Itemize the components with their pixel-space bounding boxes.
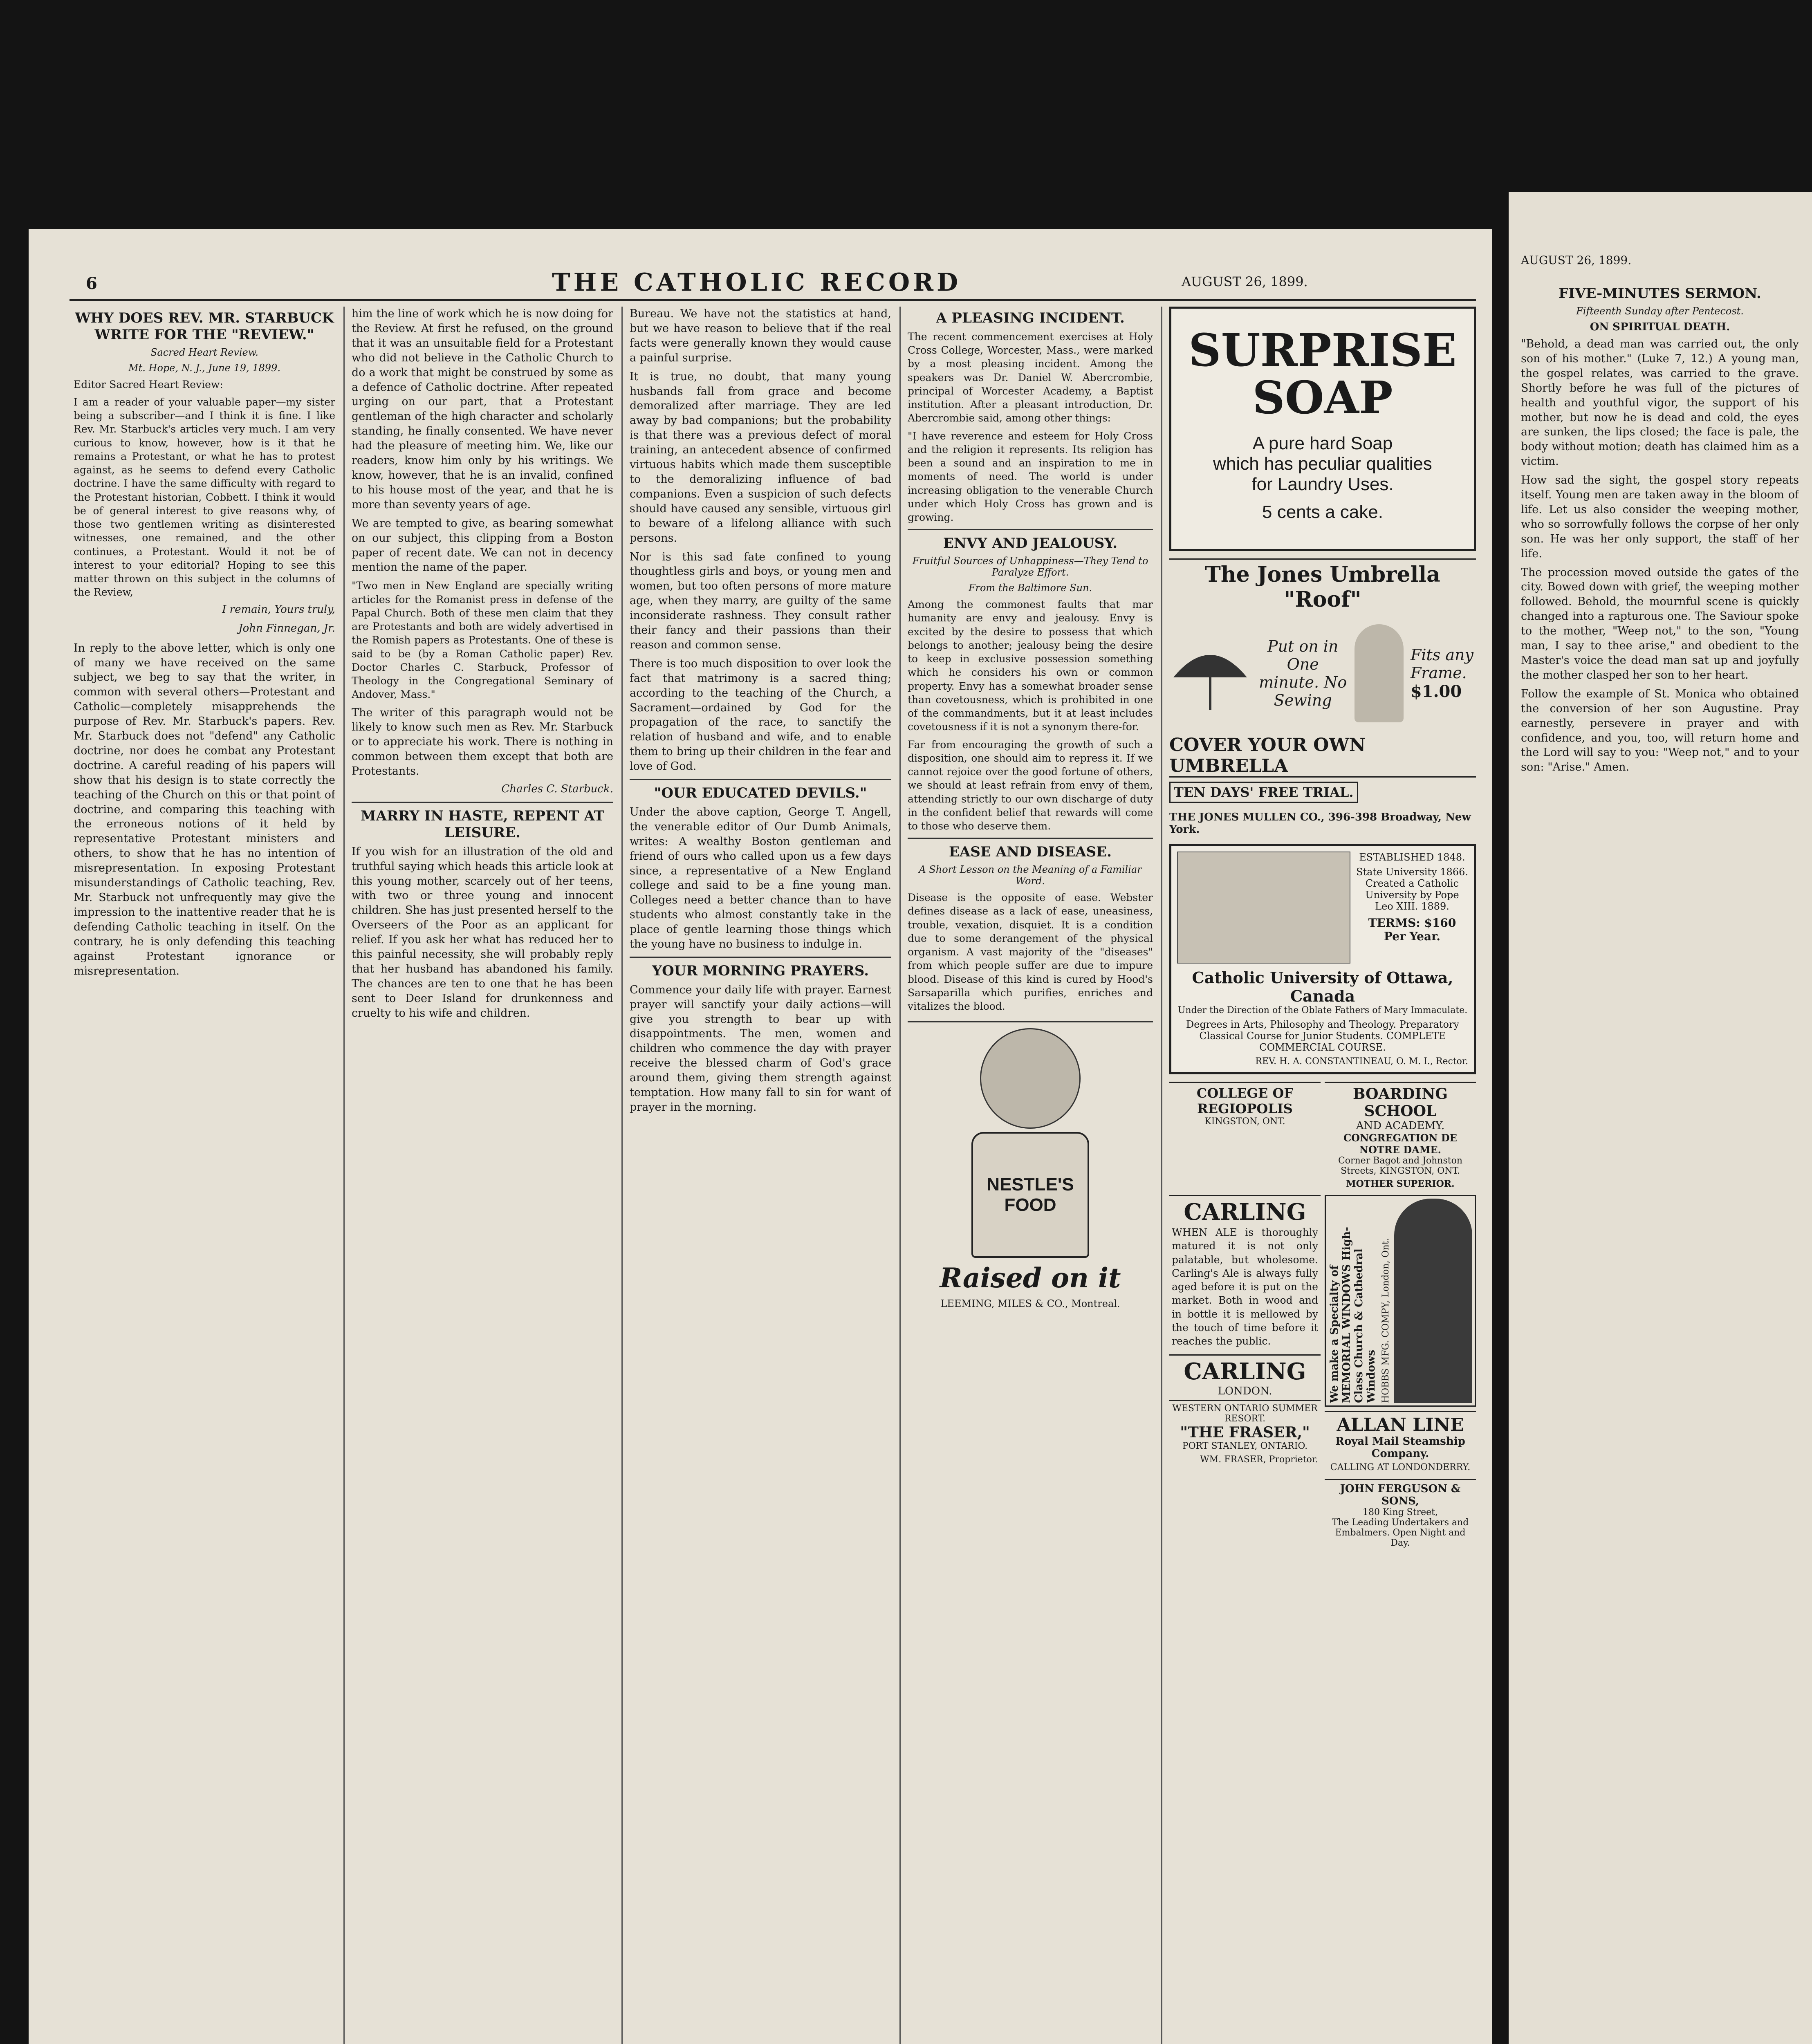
fraser-place: PORT STANLEY, ONTARIO. xyxy=(1182,1441,1308,1452)
article-headline: WHY DOES REV. MR. STARBUCK WRITE FOR THE "REVIEW." xyxy=(75,310,334,343)
ottawa-univ-line: State University 1866. Created a Catholic University by Pope Leo XIII. 1889. xyxy=(1356,866,1468,912)
carling-ad-2 xyxy=(1169,1354,1321,1400)
stained-glass-illustration xyxy=(1394,1199,1472,1403)
column-1 xyxy=(74,307,335,2044)
boarding-address: Corner Bagot and Johnston Streets, KINGSTON, ONT. xyxy=(1338,1156,1463,1176)
article-text: Disease is the opposite of ease. Webster defines disease as a lack of ease, uneasiness, trouble, vexation, disquiet. It is a condition due to some derangement of the physical organism. A vast majority of the "diseases" from which people suffer are due to impure blood. Disease of this kind is cured by Hood's Sarsaparilla which purifies, enriches and vitalizes the blood. xyxy=(908,892,1153,1013)
editorial-reply: In reply to the above letter, which is only one of many we have received on the same subject, we beg to say that the writer, in common with several others—Protestant and Catholic—completely misapprehends the purpose of Rev. Mr. Starbuck's papers. Rev. Mr. Starbuck does not "defend" any Catholic doctrine, nor does he combat any Protestant doctrine. A careful reading of his papers will show that his design is to state correctly the teaching of the Church on this or that point of doctrine, and comparing this teaching with the erroneous notions of it held by representative Protestant ministers and others, to show that he has no intention of misrepresentation. In exposing Protestant misunderstandings of Catholic teaching, Rev. Mr. Starbuck not unfrequently may give the impression to the inattentive reader that he is defending Catholic teaching in itself. On the contrary, he is only defending this teaching against Protestant ignorance or misrepresentation. xyxy=(74,641,335,977)
article-text: Bureau. We have not the statistics at hand, but we have reason to believe that if the real facts were generally known they would cause a painful surprise. xyxy=(630,307,891,364)
umbrella-trial: TEN DAYS' FREE TRIAL. xyxy=(1169,782,1358,803)
allan-subtitle: Royal Mail Steamship Company. xyxy=(1335,1435,1465,1460)
regiopolis-title: COLLEGE OF REGIOPOLIS xyxy=(1196,1085,1294,1116)
ottawa-title: Catholic University of Ottawa, Canada xyxy=(1192,968,1453,1005)
article-text: It is true, no doubt, that many young husbands fall from grace and become demoralized after marriage. They are led away by bad companions; but the probability is that there was a previous defect of moral training, an antecedent absence of confirmed virtuous habits which made them susceptible to the demoralizing influence of bad companions. Even a suspicion of such defects should have caused any sensible, virtuous girl to beware of a lifelong alliance with such persons. xyxy=(630,370,891,545)
divider xyxy=(352,802,613,803)
article-text: The recent commencement exercises at Holy Cross College, Worcester, Mass., were marked by a most pleasing incident. Among the speakers was Dr. Daniel W. Abercrombie, principal of Worcester Academy, a Baptist institution. After a pleasant introduction, Dr. Abercrombie said, among other things: xyxy=(908,330,1153,424)
umbrella-price: $1.00 xyxy=(1410,681,1462,701)
article-text: Among the commonest faults that mar humanity are envy and jealousy. Envy is excited by the desire to possess that which belongs to another; jealousy being the desire to keep in exclusive possession something which he considers his own or common property. Envy has a somewhat broader sense than covetousness, which is prohibited in one of the commandments, but it at least includes covetousness if it is not a synonym there-for. xyxy=(908,598,1153,733)
carling-place-2: LONDON. xyxy=(1218,1385,1272,1398)
fraser-title: "THE FRASER," xyxy=(1180,1424,1310,1441)
ferguson-title: JOHN FERGUSON & SONS, xyxy=(1340,1483,1461,1507)
sermon-text: "Behold, a dead man was carried out, the only son of his mother." (Luke 7, 12.) A young man, the gospel relates, was carried to the grave. Shortly before he was full of the pictures of health and youthful vigor, the support of his mother, but now he is dead and cold, the eyes are sunken, the lips closed; the face is pale, the body without motion; death has claimed him as a victim. xyxy=(1521,337,1799,468)
divider xyxy=(630,957,891,958)
article-headline: ENVY AND JEALOUSY. xyxy=(943,535,1118,552)
ferguson-subtitle: The Leading Undertakers and Embalmers. Open Night and Day. xyxy=(1332,1517,1469,1548)
article-headline: A PLEASING INCIDENT. xyxy=(936,310,1125,326)
article-text: him the line of work which he is now doing for the Review. At first he refused, on the ground that it was an unsuitable field for a Protestant who did not believe in the Catholic Church to do a work that might be construed by some as a defence of Catholic doctrine. After repeated urging on our part, that a Protestant gentleman of the high character and scholarly standing, he finally consented. We have never had the pleasure of meeting him. We, like our readers, know him only by his writings. We know, however, that he is an invalid, confined to his house most of the year, and that he is more than seventy years of age. xyxy=(352,307,613,511)
sermon-subhead: Fifteenth Sunday after Pentecost. xyxy=(1576,305,1744,317)
article-text: "I have reverence and esteem for Holy Cross and the religion it represents. Its religion has been a sound and an inspiration to me in moments of need. The world is under increasing obligation to the venerable Church under which Holy Cross has grown and is growing. xyxy=(908,430,1153,524)
fraser-region: WESTERN ONTARIO SUMMER RESORT. xyxy=(1172,1403,1318,1424)
column-rule xyxy=(343,307,345,2044)
column-4 xyxy=(908,307,1153,2044)
paper-title: THE CATHOLIC RECORD xyxy=(552,268,961,297)
sermon-text: How sad the sight, the gospel story repeats itself. Young men are taken away in the bloom of life. Let us also consider the weeping mother, who so sorrowfully follows the corpse of her only son. He was her only support, the staff of her life. xyxy=(1521,474,1799,560)
sermon-headline: FIVE-MINUTES SERMON. xyxy=(1559,285,1761,302)
woman-illustration xyxy=(1355,624,1404,722)
article-text: Far from encouraging the growth of such a disposition, one should aim to repress it. If we cannot rejoice over the good fortune of others, we should at least refrain from envy of them, attending strictly to our own discharge of duty in the confident belief that rewards will come to those who deserve them. xyxy=(908,738,1153,832)
nestle-can xyxy=(971,1132,1089,1258)
page-number: 6 xyxy=(86,274,97,293)
ottawa-established: ESTABLISHED 1848. xyxy=(1359,852,1465,863)
column-3 xyxy=(630,307,891,2044)
sermon-text: The procession moved outside the gates of the city. Bowed down with grief, the weeping mother followed. Behold, the mournful scene is quickly changed into a rapturous one. The Saviour spoke to the mother, "Weep not," to the son, "Young man, I say to thee arise," and obedient to the Master's voice the dead man sat up and joyfully the mother clasped her son to her heart. xyxy=(1521,566,1799,681)
column-rule xyxy=(621,307,623,2044)
article-text: Under the above caption, George T. Angell, the venerable editor of Our Dumb Animals, writes: A wealthy Boston gentleman and friend of ours who called upon us a few days since, a representative of a New England college and said to be a fine young man. Colleges need a better chance than to have students who almost constantly take in the place of gentle learning those things which the young have no business to indulge in. xyxy=(630,805,891,951)
article-subhead: Fruitful Sources of Unhappiness—They Tend to Paralyze Effort. xyxy=(912,555,1148,578)
umbrella-ad xyxy=(1169,558,1476,838)
article-text: Commence your daily life with prayer. Earnest prayer will sanctify your daily actions—will give you strength to bear up with disappointments. The men, women and children who commence the day with prayer receive the blessed charm of God's grace around them, giving them strength against temptation. How many fall to sin for want of prayer in the morning. xyxy=(630,983,891,1114)
letter-closing: I remain, Yours truly, xyxy=(222,603,335,616)
surprise-line-3: for Laundry Uses. xyxy=(1251,474,1394,494)
nestle-slogan: Raised on it xyxy=(940,1262,1121,1294)
masthead-date: AUGUST 26, 1899. xyxy=(1182,274,1308,289)
allan-title: ALLAN LINE xyxy=(1337,1414,1464,1435)
allan-calling: CALLING AT LONDONDERRY. xyxy=(1330,1462,1471,1472)
letter-signature: John Finnegan, Jr. xyxy=(238,622,335,634)
carling-text-1: WHEN ALE is thoroughly matured it is not only palatable, but wholesome. Carling's Ale is always fully aged before it is put on the market. Both in wood and in bottle it is mellowed by the touch of time before it reaches the public. xyxy=(1172,1226,1318,1347)
umbrella-icon xyxy=(1169,632,1251,714)
surprise-title: SURPRISE SOAP xyxy=(1189,324,1457,424)
surprise-line-2: which has peculiar qualities xyxy=(1213,454,1432,474)
surprise-soap-ad xyxy=(1169,307,1476,551)
ottawa-courses: Degrees in Arts, Philosophy and Theology. Preparatory Classical Course for Junior Students. COMPLETE COMMERCIAL COURSE. xyxy=(1186,1019,1459,1053)
umbrella-company: THE JONES MULLEN CO., 396-398 Broadway, New York. xyxy=(1169,811,1471,836)
article-headline: "OUR EDUCATED DEVILS." xyxy=(654,785,867,802)
fraser-ad xyxy=(1169,1400,1321,1467)
article-text: The writer of this paragraph would not be likely to know such men as Rev. Mr. Starbuck or to appreciate his work. There is nothing in common between them except that both are Protestants. xyxy=(352,706,613,778)
regiopolis-place: KINGSTON, ONT. xyxy=(1204,1116,1285,1127)
boarding-congregation: CONGREGATION DE NOTRE DAME. xyxy=(1343,1132,1457,1156)
article-subhead: A Short Lesson on the Meaning of a Familiar Word. xyxy=(919,864,1142,887)
ottawa-subtitle: Under the Direction of the Oblate Fathers of Mary Immaculate. xyxy=(1177,1005,1468,1015)
baby-illustration xyxy=(980,1028,1081,1129)
divider xyxy=(908,838,1153,839)
memorial-windows-ad xyxy=(1325,1195,1476,1407)
fraser-proprietor: WM. FRASER, Proprietor. xyxy=(1200,1455,1318,1465)
boarding-title: BOARDING SCHOOL xyxy=(1352,1085,1448,1120)
column-rule xyxy=(899,307,901,2044)
university-building-illustration xyxy=(1177,852,1350,964)
umbrella-title: The Jones Umbrella "Roof" xyxy=(1205,562,1440,612)
divider xyxy=(908,529,1153,530)
article-text: There is too much disposition to over look the fact that matrimony is a sacred thing; according to the teaching of the Church, a Sacrament—ordained by God for the propagation of the race, to sanctify the relation of husband and wife, and to enable them to bring up their children in the fear and love of God. xyxy=(630,657,891,773)
article-headline: MARRY IN HASTE, REPENT AT LEISURE. xyxy=(360,808,605,841)
carling-title-1: CARLING xyxy=(1184,1199,1306,1226)
nestle-food-ad xyxy=(908,1021,1153,1309)
article-headline: EASE AND DISEASE. xyxy=(949,844,1112,861)
ottawa-rector: REV. H. A. CONSTANTINEAU, O. M. I., Rector. xyxy=(1255,1056,1468,1067)
carling-ad-1 xyxy=(1169,1195,1321,1354)
boarding-school-ad xyxy=(1325,1082,1476,1189)
article-text: We are tempted to give, as bearing somewhat on our subject, this clipping from a Boston paper of recent date. We can not in decency mention the name of the paper. xyxy=(352,517,613,574)
boarding-subtitle: AND ACADEMY. xyxy=(1356,1120,1445,1132)
surprise-line-1: A pure hard Soap xyxy=(1252,433,1393,453)
umbrella-cover: COVER YOUR OWN UMBRELLA xyxy=(1169,735,1476,778)
windows-text: We make a Specialty of MEMORIAL WINDOWS High-Class Church & Cathedral Windows xyxy=(1328,1227,1377,1403)
article-text: If you wish for an illustration of the old and truthful saying which heads this article look at this young mother, scarcely out of her teens, with two or three young and innocent children. She has just presented herself to the Overseers of the Poor as an applicant for relief. If you ask her what has reduced her to this painful necessity, she will probably reply that her husband has abandoned his family. The chances are ten to one that he has been sent to Deer Island for drunkenness and cruelty to his wife and children. xyxy=(352,845,613,1020)
umbrella-fits: Fits any Frame. xyxy=(1410,645,1473,682)
right-page-column xyxy=(1521,282,1799,2044)
nestle-company: LEEMING, MILES & CO., Montreal. xyxy=(940,1298,1120,1310)
ottawa-terms: TERMS: $160 Per Year. xyxy=(1368,916,1456,943)
ferguson-ad xyxy=(1325,1479,1476,1551)
newspaper-page-left xyxy=(29,229,1492,2044)
column-rule xyxy=(1161,307,1162,2044)
newspaper-page-right xyxy=(1509,192,1812,2044)
carling-title-2: CARLING xyxy=(1184,1358,1306,1385)
regiopolis-ad xyxy=(1169,1082,1321,1189)
ottawa-university-ad xyxy=(1169,844,1476,1074)
surprise-price: 5 cents a cake. xyxy=(1262,502,1383,522)
divider xyxy=(630,779,891,780)
letter-salutation: Editor Sacred Heart Review: xyxy=(74,378,223,390)
article-signature: Charles C. Starbuck. xyxy=(501,783,613,796)
article-text: Nor is this sad fate confined to young thoughtless girls and boys, or young men and women, but too often persons of more mature age, when they marry, are guilty of the same inconsiderate rashness. They consult rather their fancy and their passions than their reason and common sense. xyxy=(630,550,891,651)
column-2 xyxy=(352,307,613,2044)
sermon-section: ON SPIRITUAL DEATH. xyxy=(1590,320,1730,333)
ad-column xyxy=(1169,307,1476,2044)
article-dateline: Mt. Hope, N. J., June 19, 1899. xyxy=(128,362,280,374)
nestle-title: NESTLE'S FOOD xyxy=(987,1174,1074,1215)
windows-company: HOBBS MFG. COMPY, London, Ont. xyxy=(1381,1238,1391,1403)
article-source: From the Baltimore Sun. xyxy=(968,582,1092,594)
right-page-date: AUGUST 26, 1899. xyxy=(1521,253,1632,267)
boarding-mother: MOTHER SUPERIOR. xyxy=(1346,1179,1455,1189)
quoted-clipping: "Two men in New England are specially writing articles for the Romanist press in defense of the Papal Church. Both of these men claim that they are Protestants and both are widely advertised in the Romish papers as Protestants. One of these is said to be (by a Roman Catholic paper) Rev. Doctor Charles C. Starbuck, Professor of Theology in the Congregational Seminary of Andover, Mass." xyxy=(352,580,613,701)
article-source: Sacred Heart Review. xyxy=(150,346,259,358)
letter-text: I am a reader of your valuable paper—my sister being a subscriber—and I think it is fine. I like Rev. Mr. Starbuck's articles very much. I am very curious to know, however, how is it that he remains a Protestant, or what he has to protest against, as he seems to defend every Catholic doctrine. I have the same difficulty with regard to the Protestant historian, Cobbett. I think it would be of general interest to give reasons why, of those two gentlemen writing as disinterested witnesses, one remained, and the other continues, a Protestant. Would it not be of interest to your editorial? Hoping to see this matter thrown on this subject in the columns of the Review, xyxy=(74,396,335,598)
allan-line-ad xyxy=(1325,1411,1476,1475)
ferguson-address: 180 King Street, xyxy=(1362,1507,1438,1517)
article-headline: YOUR MORNING PRAYERS. xyxy=(652,962,869,979)
sermon-text: Follow the example of St. Monica who obtained the conversion of her son Augustine. Pray earnestly, persevere in prayer and with confidence, and you, too, will return home and the Lord will say to you: "Weep not," and to your son: "Arise." Amen. xyxy=(1521,687,1799,774)
masthead-rule xyxy=(70,299,1476,301)
umbrella-put-on: Put on in One minute. No Sewing xyxy=(1259,637,1347,709)
